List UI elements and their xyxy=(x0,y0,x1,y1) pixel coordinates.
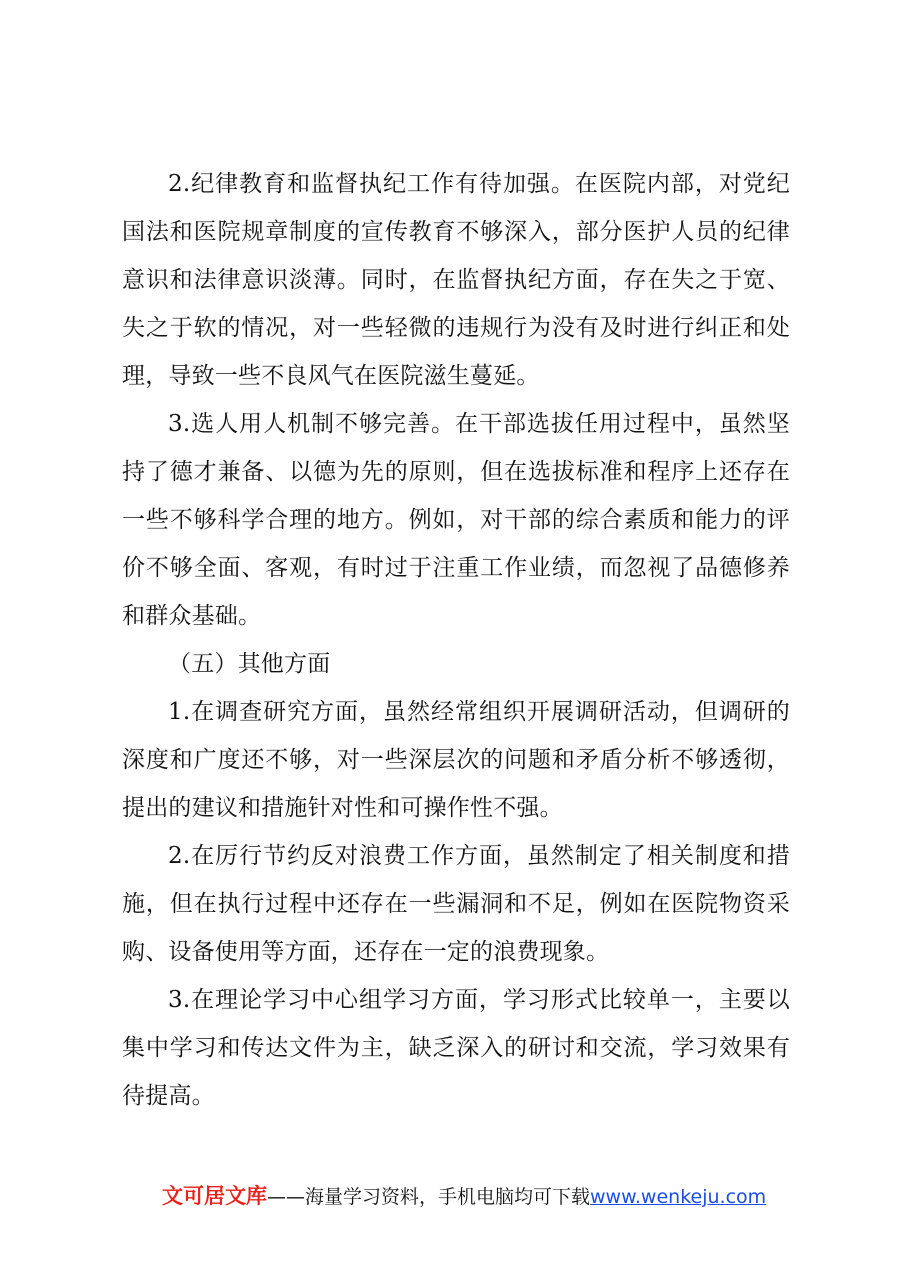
paragraph-research: 1.在调查研究方面，虽然经常组织开展调研活动，但调研的深度和广度还不够，对一些深层次的问题和矛盾分析不够透彻，提出的建议和措施针对性和可操作性不强。 xyxy=(122,699,790,821)
footer-brand: 文可居文库 xyxy=(162,1184,267,1208)
paragraph-theory-study: 3.在理论学习中心组学习方面，学习形式比较单一，主要以集中学习和传达文件为主，缺乏深入的研讨和交流，学习效果有待提高。 xyxy=(122,987,790,1109)
paragraph-discipline-education: 2.纪律教育和监督执纪工作有待加强。在医院内部，对党纪国法和医院规章制度的宣传教育不够深入，部分医护人员的纪律意识和法律意识淡薄。同时，在监督执纪方面，存在失之于宽、失之于软的情况，对一些轻微的违规行为没有及时进行纠正和处理，导致一些不良风气在医院滋生蔓延。 xyxy=(122,171,790,389)
footer-tagline: ——海量学习资料，手机电脑均可下载 xyxy=(267,1186,591,1208)
paragraph-personnel-selection: 3.选人用人机制不够完善。在干部选拔任用过程中，虽然坚持了德才兼备、以德为先的原则，但在选拔标准和程序上还存在一些不够科学合理的地方。例如，对干部的综合素质和能力的评价不够全面、客观，有时过于注重工作业绩，而忽视了品德修养和群众基础。 xyxy=(122,411,790,629)
document-body xyxy=(122,160,790,1120)
footer-banner xyxy=(162,1181,802,1212)
section-heading-other-aspects: （五）其他方面 xyxy=(168,651,331,677)
footer-website-link[interactable]: www.wenkeju.com xyxy=(590,1186,767,1208)
paragraph-anti-waste: 2.在厉行节约反对浪费工作方面，虽然制定了相关制度和措施，但在执行过程中还存在一些漏洞和不足，例如在医院物资采购、设备使用等方面，还存在一定的浪费现象。 xyxy=(122,843,790,965)
